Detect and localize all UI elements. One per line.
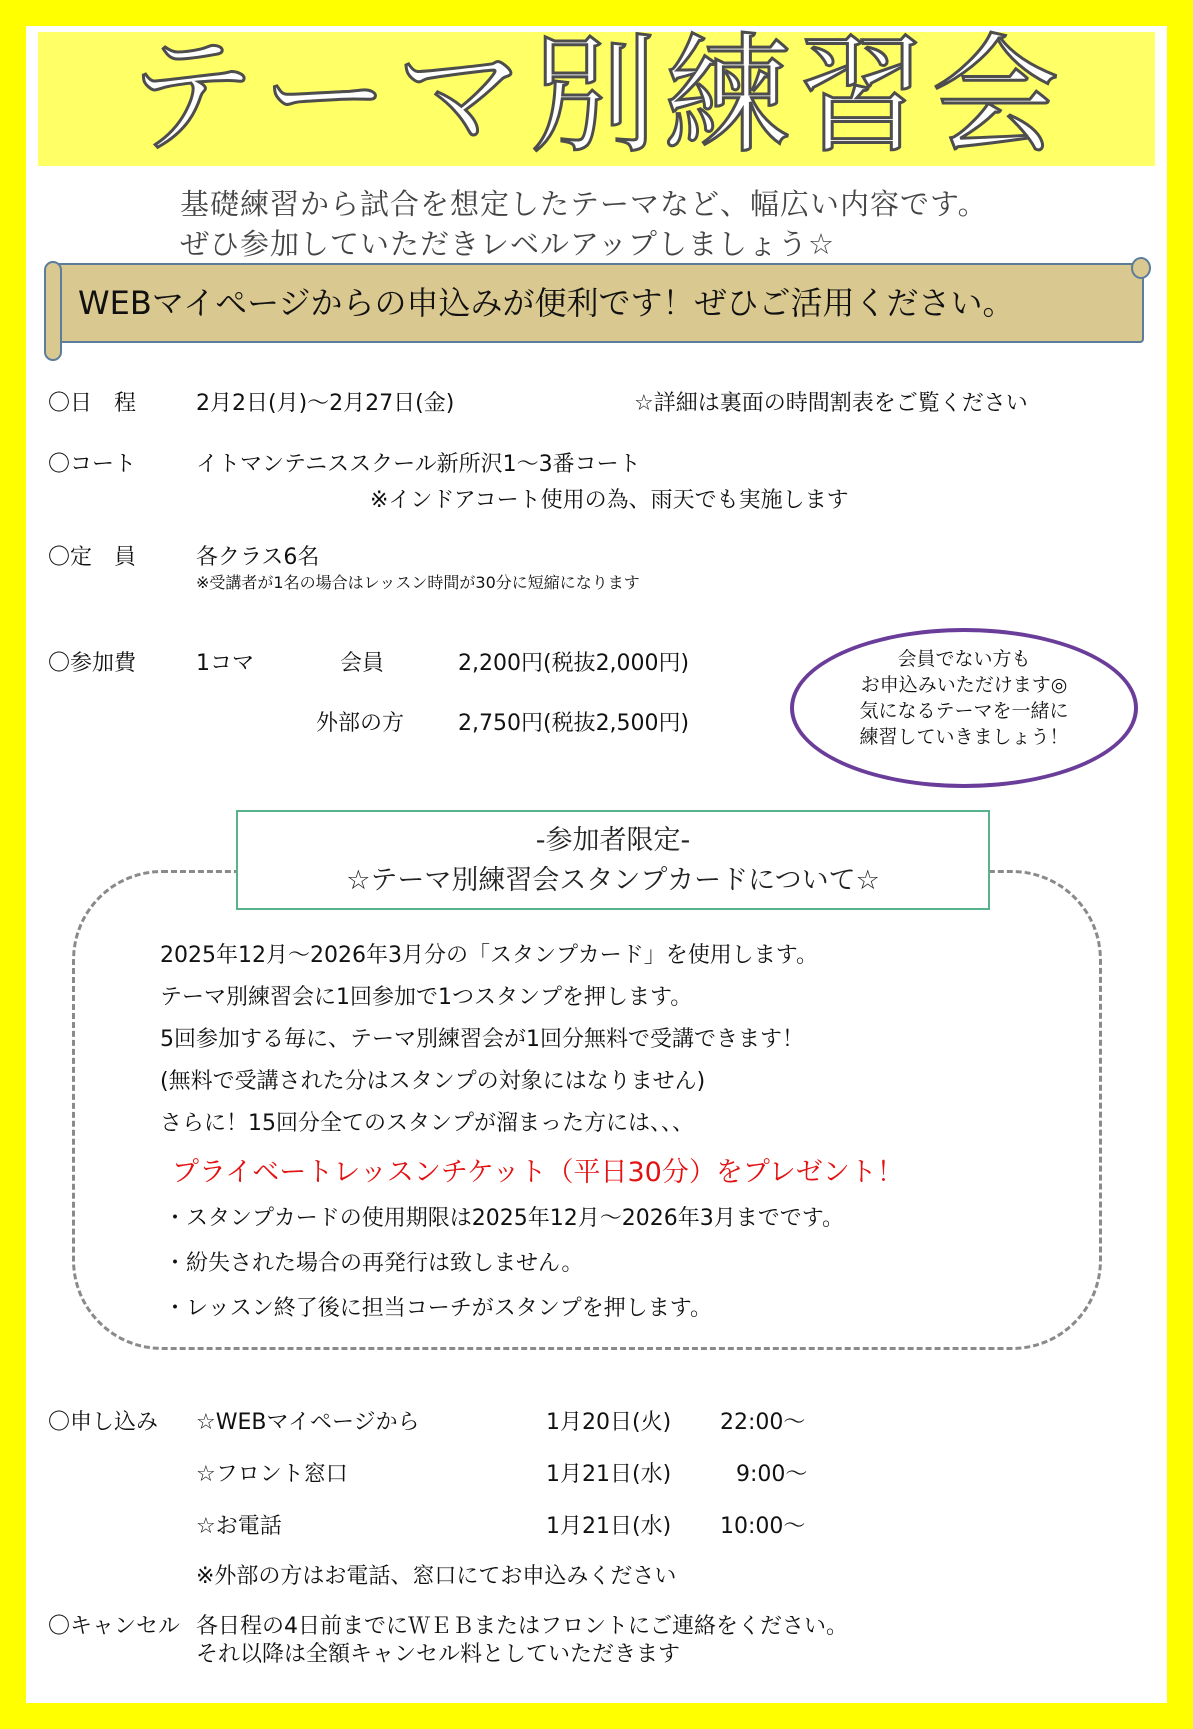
stamp-line-4: (無料で受講された分はスタンプの対象にはなりません) [160,1069,706,1094]
intro-line-1: 基礎練習から試合を想定したテーマなど、幅広い内容です。 [180,187,988,221]
page-title: テーマ別練習会 [127,22,1066,171]
stamp-line-1: 2025年12月～2026年3月分の「スタンプカード」を使用します。 [160,943,818,968]
stamp-header-line-1: -参加者限定- [535,825,691,856]
schedule-label: 〇日 程 [48,391,137,416]
capacity-label: 〇定 員 [48,545,137,570]
capacity-value: 各クラス6名 [196,545,320,570]
stamp-line-3: 5回参加する毎に、テーマ別練習会が1回分無料で受講できます！ [160,1027,804,1052]
fee-label: 〇参加費 [48,651,137,676]
apply-method-2: ☆フロント窓口 [196,1462,348,1487]
fee-outside-label: 外部の方 [316,711,405,736]
apply-date-3: 1月21日(水) [546,1514,672,1539]
stamp-line-5: さらに！15回分全てのスタンプが溜まった方には、、、 [160,1111,694,1136]
bubble-line-2: お申込みいただけます◎ [860,674,1068,696]
capacity-note: ※受講者が1名の場合はレッスン時間が30分に短縮になります [196,573,640,592]
fee-member-label: 会員 [340,651,385,676]
court-value: イトマンテニススクール新所沢1～3番コート [196,452,641,477]
schedule-value: 2月2日(月)～2月27日(金) [196,391,455,416]
apply-date-2: 1月21日(水) [546,1462,672,1487]
apply-time-1: 22:00～ [720,1410,806,1435]
stamp-bullet-3: ・レッスン終了後に担当コーチがスタンプを押します。 [164,1296,713,1321]
cancel-line-2: それ以降は全額キャンセル料としていただきます [196,1642,681,1667]
apply-date-1: 1月20日(火) [546,1410,672,1435]
banner-text: WEBマイページからの申込みが便利です！ぜひご活用ください。 [78,284,1015,322]
intro-line-2: ぜひ参加していただきレベルアップしましょう☆ [180,227,835,261]
stamp-bullet-1: ・スタンプカードの使用期限は2025年12月～2026年3月までです。 [164,1206,844,1231]
stamp-highlight: プライベートレッスンチケット（平日30分）をプレゼント！ [172,1157,904,1188]
fee-outside-price: 2,750円(税抜2,500円) [458,711,690,736]
schedule-note: ☆詳細は裏面の時間割表をご覧ください [634,391,1028,416]
apply-label: 〇申し込み [48,1410,159,1435]
bubble-line-3: 気になるテーマを一緒に [859,700,1069,722]
apply-time-3: 10:00～ [720,1514,806,1539]
intro-text [180,184,988,264]
court-label: 〇コート [48,452,137,477]
stamp-bullet-2: ・紛失された場合の再発行は致しません。 [164,1251,584,1276]
stamp-card-header [236,810,990,910]
cancel-line-1: 各日程の4日前までにＷＥＢまたはフロントにご連絡をください。 [196,1614,848,1639]
cancel-label: 〇キャンセル [48,1614,181,1639]
bubble-line-1: 会員でない方も [897,648,1031,670]
fee-unit: 1コマ [196,651,254,676]
info-bubble-text [800,646,1128,750]
bubble-line-4: 練習していきましょう！ [859,726,1069,748]
apply-time-2: 9:00～ [736,1462,808,1487]
apply-method-1: ☆WEBマイページから [196,1410,420,1435]
court-note: ※インドアコート使用の為、雨天でも実施します [370,488,849,513]
apply-note: ※外部の方はお電話、窓口にてお申込みください [196,1564,677,1589]
apply-method-3: ☆お電話 [196,1514,282,1539]
fee-member-price: 2,200円(税抜2,000円) [458,651,690,676]
stamp-line-2: テーマ別練習会に1回参加で1つスタンプを押します。 [160,985,693,1010]
stamp-header-line-2: ☆テーマ別練習会スタンプカードについて☆ [346,865,880,896]
banner-scroll-curl-left [44,261,62,361]
